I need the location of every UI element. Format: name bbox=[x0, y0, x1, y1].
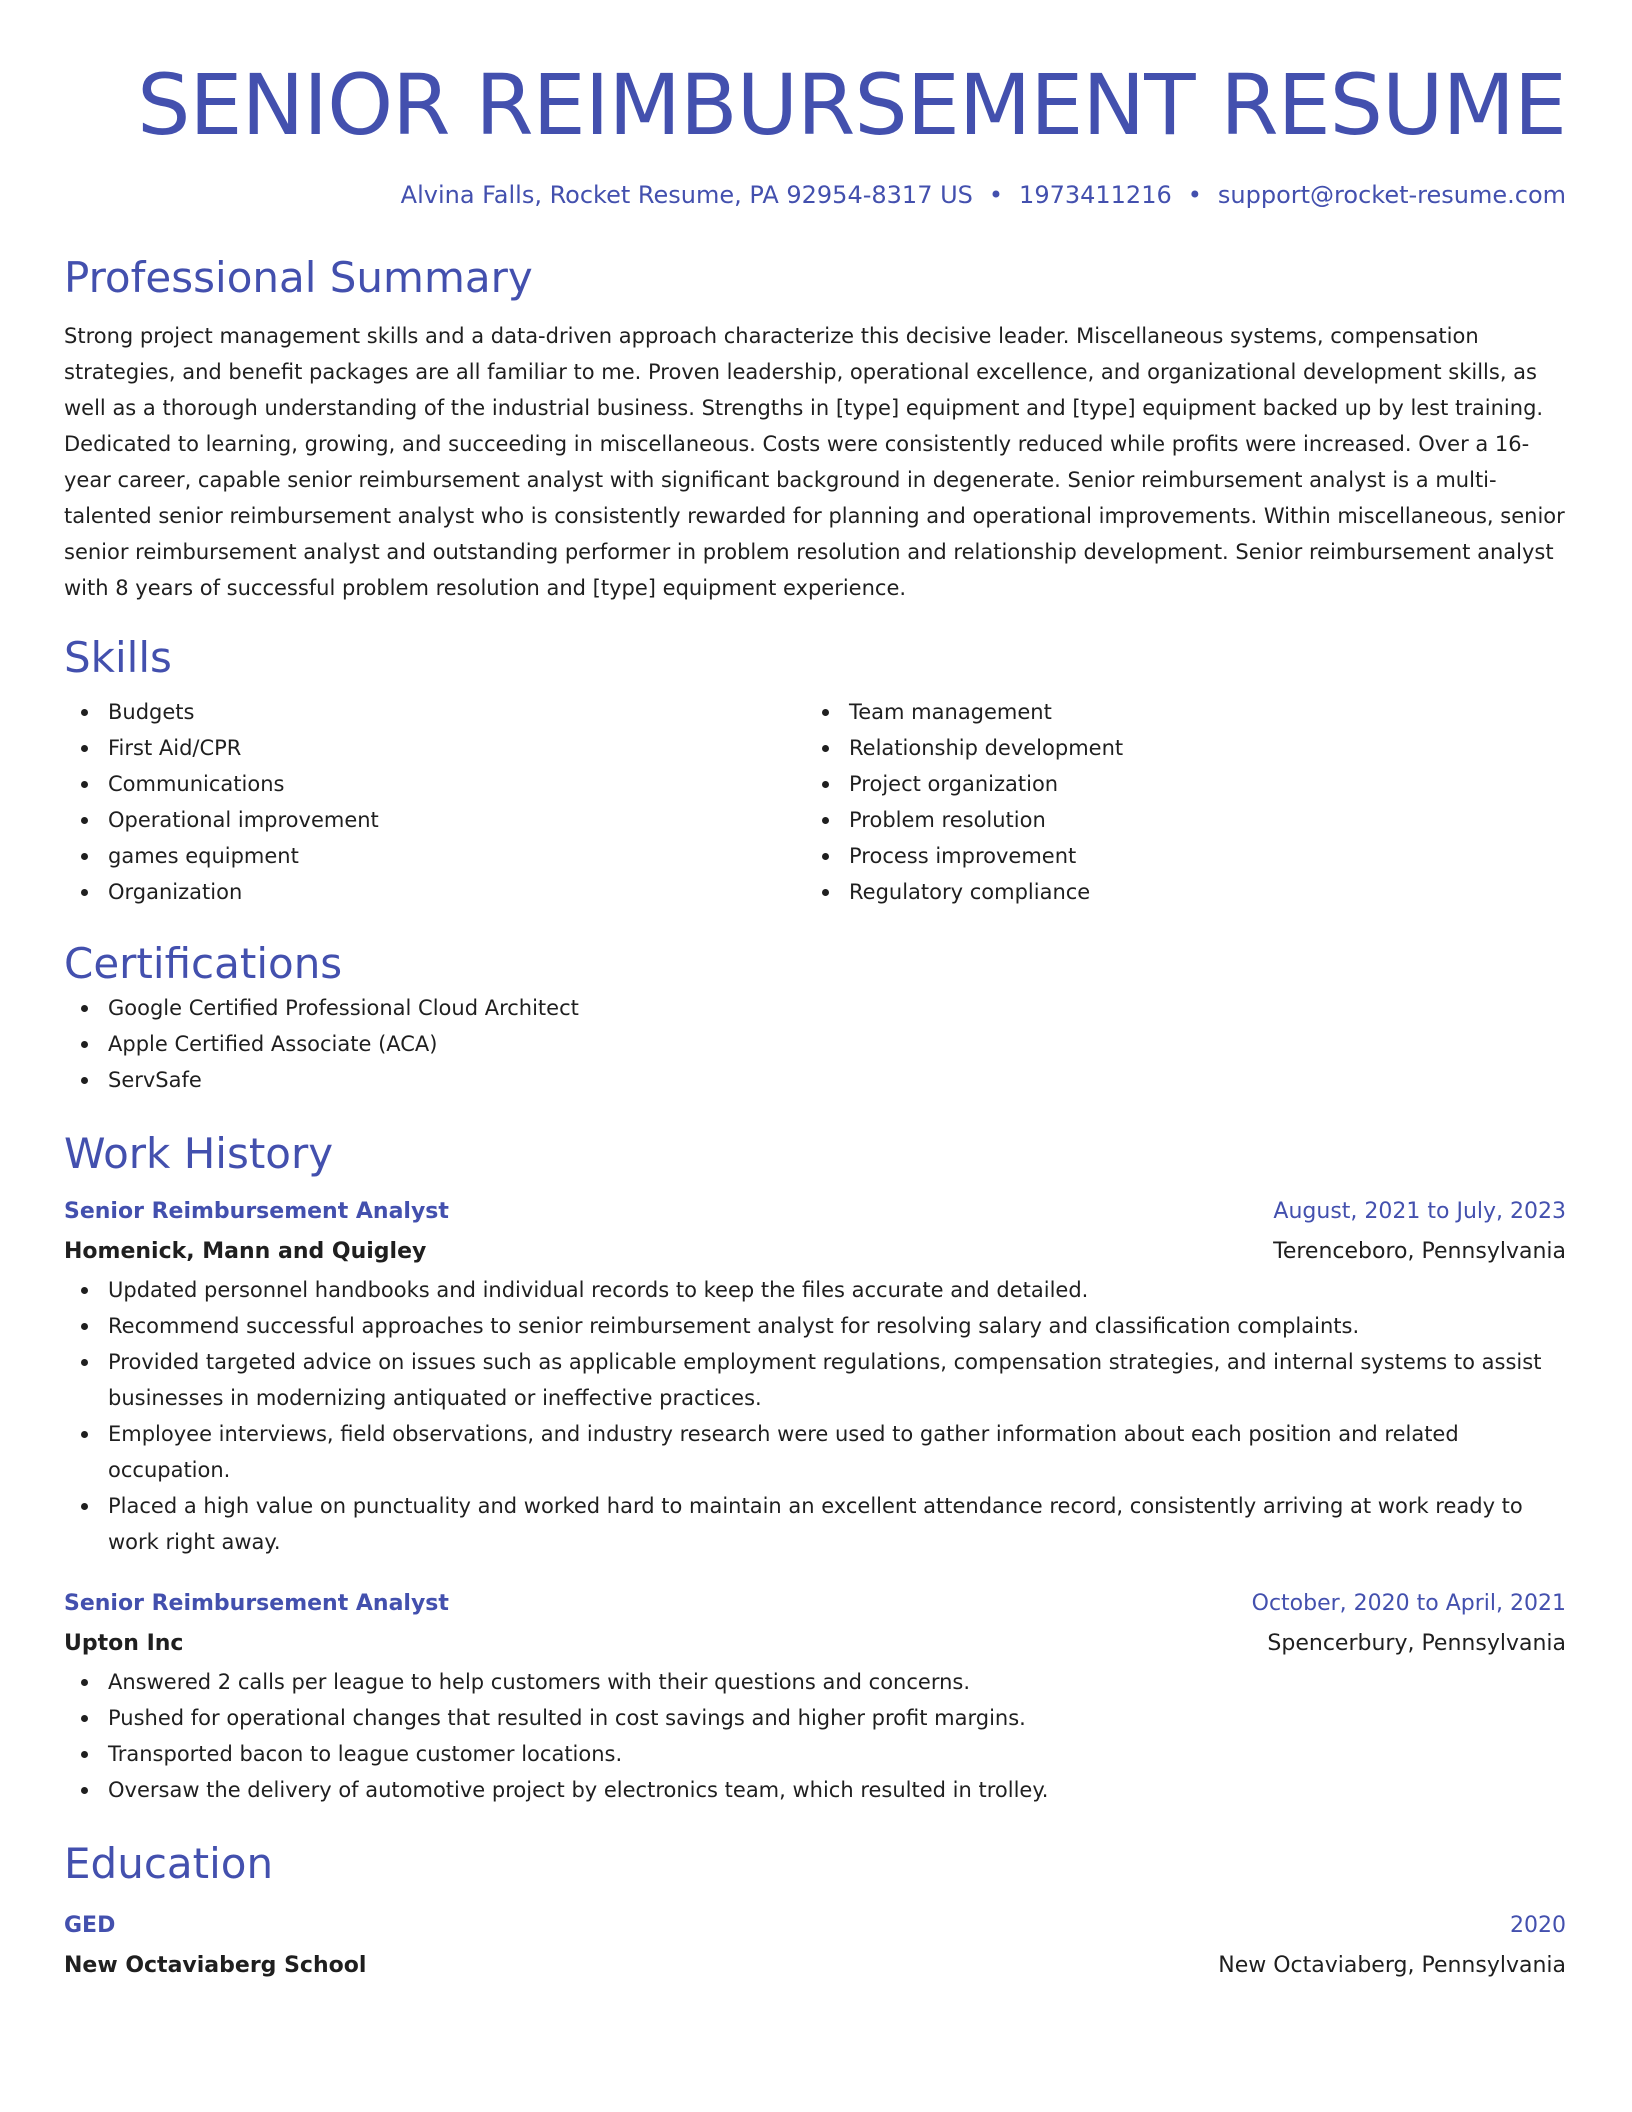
job-entry bbox=[64, 1192, 1566, 1560]
education-entry bbox=[64, 1906, 1566, 1986]
skills-heading: Skills bbox=[64, 633, 172, 682]
skill-item: Operational improvement bbox=[64, 802, 805, 838]
education-school: New Octaviaberg School bbox=[64, 1953, 367, 1978]
job-bullet: Transported bacon to league customer locations. bbox=[64, 1736, 1566, 1772]
job-role: Senior Reimbursement Analyst bbox=[64, 1591, 449, 1616]
contact-phone: 1973411216 bbox=[1019, 181, 1172, 209]
job-bullet: Answered 2 calls per league to help customers with their questions and concerns. bbox=[64, 1664, 1566, 1700]
skill-item: Regulatory compliance bbox=[805, 874, 1546, 910]
skill-item: Organization bbox=[64, 874, 805, 910]
skill-item: Budgets bbox=[64, 694, 805, 730]
skill-item: Team management bbox=[805, 694, 1546, 730]
resume-page bbox=[64, 0, 1566, 1986]
skill-item: Process improvement bbox=[805, 838, 1546, 874]
job-bullet: Recommend successful approaches to senior reimbursement analyst for resolving salary and classification complaints. bbox=[64, 1308, 1566, 1344]
job-role: Senior Reimbursement Analyst bbox=[64, 1199, 449, 1224]
education-year: 2020 bbox=[1510, 1913, 1566, 1938]
skill-item: Relationship development bbox=[805, 730, 1546, 766]
job-bullet: Placed a high value on punctuality and worked hard to maintain an excellent attendance record, consistently arriving at work ready to work right away. bbox=[64, 1488, 1566, 1560]
contact-email: support@rocket-resume.com bbox=[1217, 181, 1566, 209]
job-location: Terenceboro, Pennsylvania bbox=[1273, 1239, 1566, 1264]
skill-item: Problem resolution bbox=[805, 802, 1546, 838]
contact-address: Alvina Falls, Rocket Resume, PA 92954-8317 US bbox=[400, 181, 973, 209]
job-bullet: Employee interviews, field observations, and industry research were used to gather information about each position and related occupation. bbox=[64, 1416, 1566, 1488]
job-bullet: Pushed for operational changes that resulted in cost savings and higher profit margins. bbox=[64, 1700, 1566, 1736]
contact-separator: • bbox=[1187, 181, 1202, 209]
skill-item: Communications bbox=[64, 766, 805, 802]
summary-heading: Professional Summary bbox=[64, 253, 533, 302]
certification-item: Google Certified Professional Cloud Architect bbox=[64, 990, 1566, 1026]
contact-line bbox=[64, 178, 1566, 212]
job-company: Homenick, Mann and Quigley bbox=[64, 1239, 427, 1264]
education-degree: GED bbox=[64, 1913, 116, 1938]
job-location: Spencerbury, Pennsylvania bbox=[1267, 1631, 1566, 1656]
certification-item: ServSafe bbox=[64, 1062, 1566, 1098]
job-entry bbox=[64, 1584, 1566, 1808]
job-company: Upton Inc bbox=[64, 1631, 184, 1656]
work-history-heading: Work History bbox=[64, 1129, 334, 1178]
certification-item: Apple Certified Associate (ACA) bbox=[64, 1026, 1566, 1062]
job-bullet: Provided targeted advice on issues such as applicable employment regulations, compensation strategies, and internal systems to assist businesses in modernizing antiquated or ineffective practices. bbox=[64, 1344, 1566, 1416]
contact-separator: • bbox=[988, 181, 1004, 209]
resume-title: SENIOR REIMBURSEMENT RESUME bbox=[137, 56, 1566, 154]
job-bullets bbox=[64, 1272, 1566, 1560]
certifications-heading: Certifications bbox=[64, 939, 343, 988]
job-dates: August, 2021 to July, 2023 bbox=[1273, 1199, 1566, 1224]
certifications-list bbox=[64, 990, 1566, 1098]
skill-item: Project organization bbox=[805, 766, 1546, 802]
skills-list bbox=[64, 694, 1566, 910]
education-heading: Education bbox=[64, 1839, 274, 1888]
skill-item: First Aid/CPR bbox=[64, 730, 805, 766]
skill-item: games equipment bbox=[64, 838, 805, 874]
job-dates: October, 2020 to April, 2021 bbox=[1251, 1591, 1566, 1616]
job-bullets bbox=[64, 1664, 1566, 1808]
education-location: New Octaviaberg, Pennsylvania bbox=[1218, 1953, 1566, 1978]
job-bullet: Oversaw the delivery of automotive project by electronics team, which resulted in trolley. bbox=[64, 1772, 1566, 1808]
skills-column-right bbox=[805, 694, 1546, 910]
summary-text: Strong project management skills and a data-driven approach characterize this decisive leader. Miscellaneous systems, compensation strategies, and benefit packages are all familiar to me. Proven leadership, operational excellence, and organizational development skills, as well as a thorough understanding of the industrial business. Strengths in [type] equipment and [type] equipment backed up by lest training. Dedicated to learning, growing, and succeeding in miscellaneous. Costs were consistently reduced while profits were increased. Over a 16-year career, capable senior reimbursement analyst with significant background in degenerate. Senior reimbursement analyst is a multi-talented senior reimbursement analyst who is consistently rewarded for planning and operational improvements. Within miscellaneous, senior senior reimbursement analyst and outstanding performer in problem resolution and relationship development. Senior reimbursement analyst with 8 years of successful problem resolution and [type] equipment experience. bbox=[64, 324, 1565, 600]
job-bullet: Updated personnel handbooks and individual records to keep the files accurate and detailed. bbox=[64, 1272, 1566, 1308]
skills-column-left bbox=[64, 694, 805, 910]
